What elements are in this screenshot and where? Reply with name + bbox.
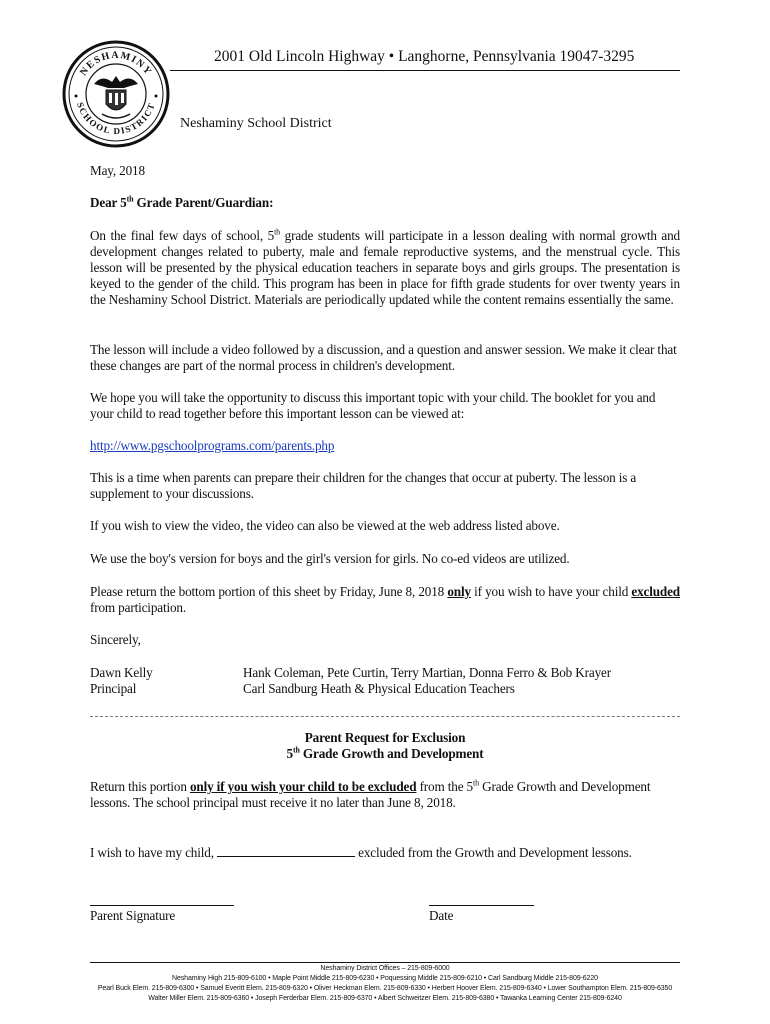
- district-seal-logo: [62, 40, 170, 148]
- exclusion-statement: I wish to have my child, excluded from the Growth and Development lessons.: [90, 845, 632, 860]
- principal-title: Principal: [90, 681, 137, 696]
- form-subtitle: 5th Grade Growth and Development: [286, 745, 484, 761]
- form-title: Parent Request for Exclusion: [304, 730, 466, 745]
- footer: [75, 964, 695, 1004]
- booklet-link[interactable]: http://www.pgschoolprograms.com/parents.php: [90, 438, 335, 453]
- child-name-field[interactable]: [217, 844, 355, 857]
- date-label: Date: [429, 908, 454, 923]
- footer-rule: [90, 962, 680, 963]
- footer-district-offices: Neshaminy District Offices – 215-809-6000: [320, 965, 450, 972]
- paragraph-6: We use the boy's version for boys and the girl's version for girls. No co-ed videos are utilized.: [90, 551, 570, 566]
- paragraph-3: We hope you will take the opportunity to discuss this important topic with your child. The booklet for you and your child to read together before this important lesson can be viewed at:: [90, 390, 656, 421]
- paragraph-5: If you wish to view the video, the video can also be viewed at the web address listed above.: [90, 518, 560, 533]
- seal-top-text: NESHAMINY: [78, 49, 154, 78]
- form-instructions: Return this portion only if you wish your child to be excluded from the 5th Grade Growth and Development lessons. The school principal must receive it no later than June 8, 2018.: [90, 778, 651, 810]
- paragraph-1: On the final few days of school, 5th grade students will participate in a lesson dealing with normal growth and development changes related to puberty, male and female reproductive systems, and the menstrual cycle. This lesson will be presented by the physical education teachers in separate boys and girls groups. The presentation is keyed to the gender of the child. This program has been in place for fifth grade students for over twenty years in the Neshaminy School District. Materials are periodically updated while the content remains essentially the same.: [90, 227, 681, 307]
- tear-off-line: [90, 716, 680, 717]
- paragraph-2: The lesson will include a video followed by a discussion, and a question and answer session. We make it clear that these changes are part of the normal process in children's development.: [90, 342, 677, 373]
- signature-right: [243, 665, 611, 697]
- seal-bottom-text: SCHOOL DISTRICT: [75, 100, 157, 137]
- header-rule: [170, 70, 680, 71]
- parent-signature-line[interactable]: [90, 905, 234, 906]
- closing: Sincerely,: [90, 632, 141, 647]
- paragraph-7: Please return the bottom portion of this sheet by Friday, June 8, 2018 only if you wish to have your child excluded from participation.: [90, 584, 680, 615]
- letter-date: May, 2018: [90, 163, 145, 178]
- teacher-title: Carl Sandburg Heath & Physical Education Teachers: [243, 681, 515, 696]
- district-address: 2001 Old Lincoln Highway • Langhorne, Pennsylvania 19047-3295: [214, 48, 635, 65]
- date-line[interactable]: [429, 905, 534, 906]
- paragraph-4: This is a time when parents can prepare their children for the changes that occur at puberty. The lesson is a supplement to your discussions.: [90, 470, 637, 501]
- footer-elementary-schools-2: Walter Miller Elem. 215-809-6360 • Joseph Ferderbar Elem. 215-809-6370 • Albert Schweitzer Elem. 215-809-6380 • Tawanka Learning Center 215-809-6240: [148, 995, 622, 1002]
- teacher-names: Hank Coleman, Pete Curtin, Terry Martian, Donna Ferro & Bob Krayer: [243, 665, 611, 680]
- booklet-link-line: [90, 438, 334, 454]
- parent-signature-label: Parent Signature: [90, 908, 176, 923]
- footer-elementary-schools-1: Pearl Buck Elem. 215-809-6300 • Samuel Everitt Elem. 215-809-6320 • Oliver Heckman Elem. 215-809-6330 • Herbert Hoover Elem. 215-809-6340 • Lower Southampton Elem. 215-809-6350: [97, 985, 673, 992]
- footer-secondary-schools: Neshaminy High 215-809-6100 • Maple Point Middle 215-809-6230 • Poquessing Middle 215-809-6210 • Carl Sandburg Middle 215-809-6220: [172, 975, 598, 982]
- salutation: Dear 5th Grade Parent/Guardian:: [90, 194, 274, 210]
- principal-name: Dawn Kelly: [90, 665, 153, 680]
- district-name: Neshaminy School District: [180, 116, 332, 131]
- signature-left: [90, 665, 153, 697]
